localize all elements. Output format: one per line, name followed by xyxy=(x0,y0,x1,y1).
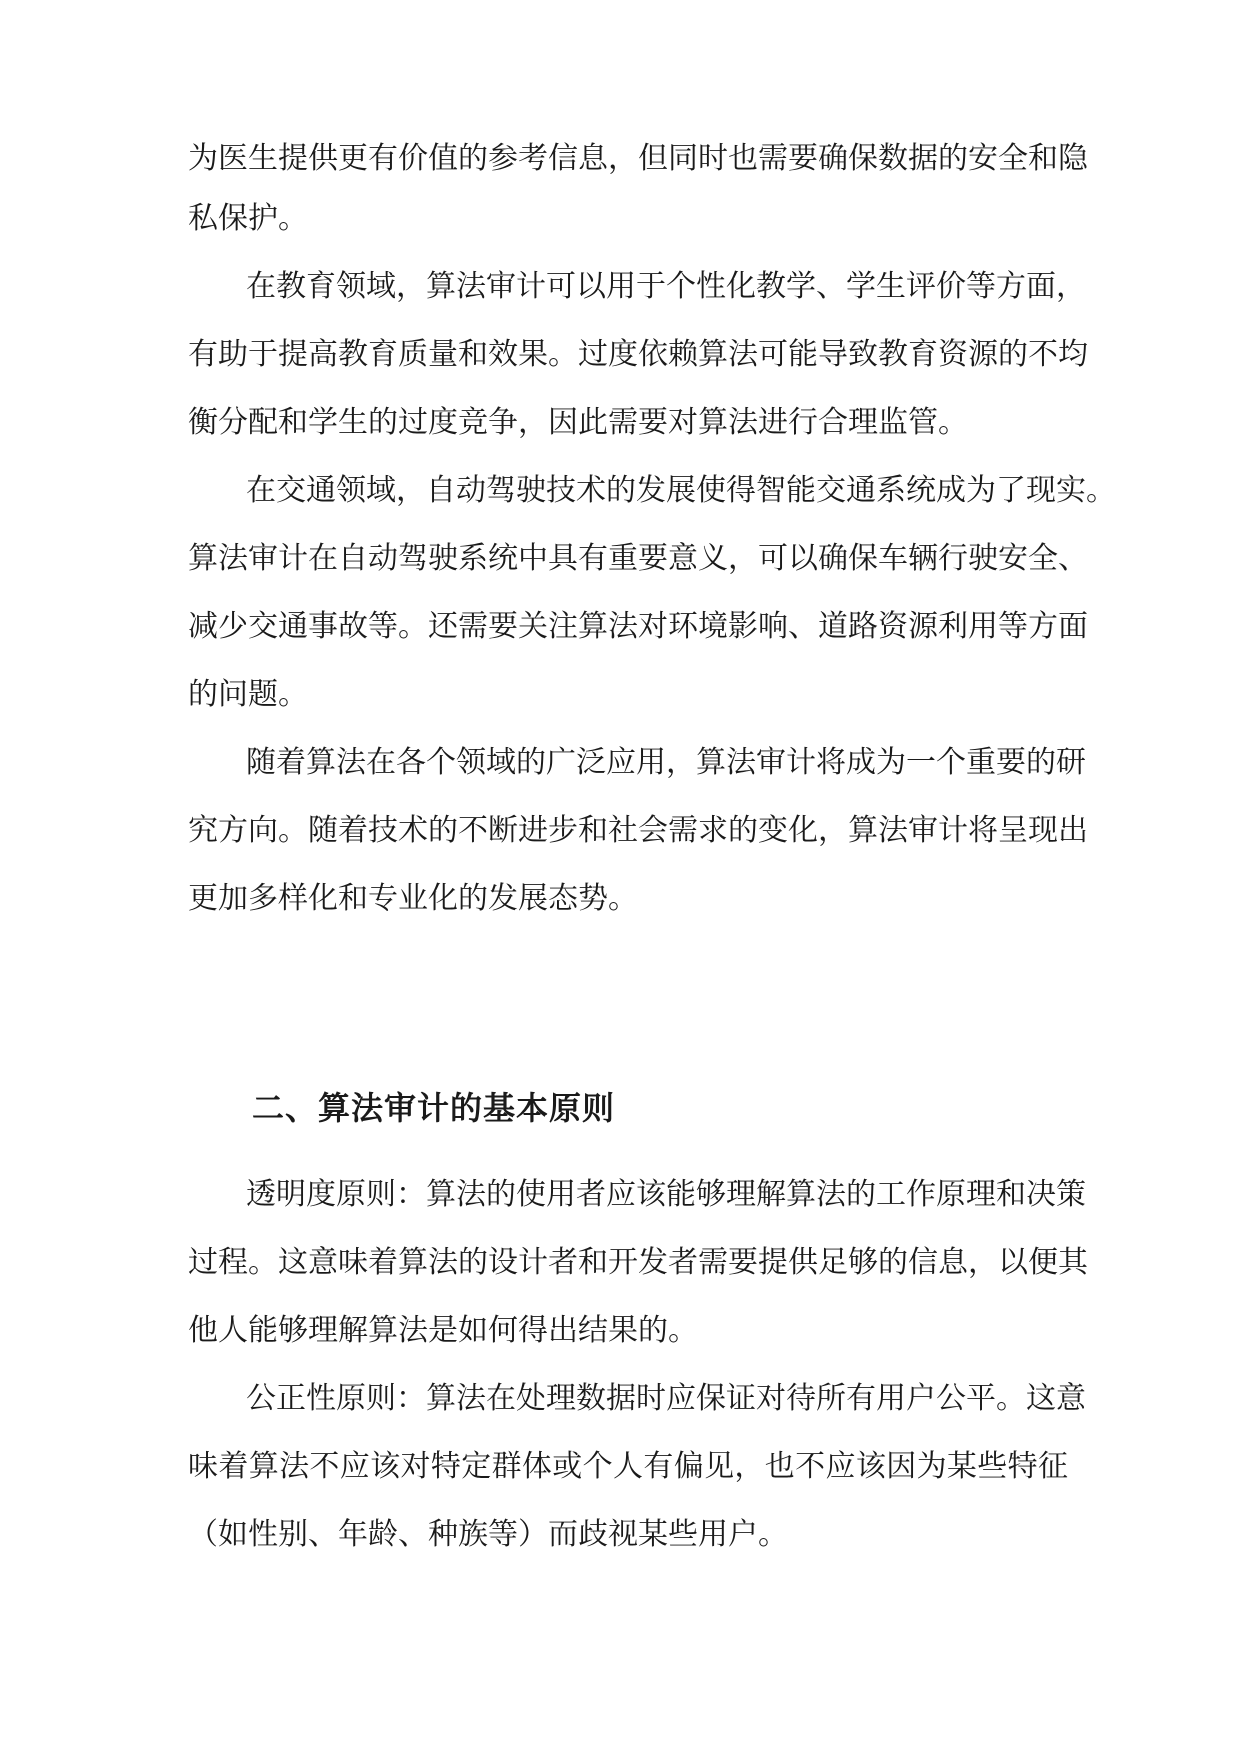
paragraph-line: 衡分配和学生的过度竞争，因此需要对算法进行合理监管。 xyxy=(188,405,968,440)
paragraph-line: 为医生提供更有价值的参考信息，但同时也需要确保数据的安全和隐 xyxy=(188,141,1088,176)
paragraph-line: 算法审计在自动驾驶系统中具有重要意义，可以确保车辆行驶安全、 xyxy=(188,541,1088,576)
paragraph-line: 味着算法不应该对特定群体或个人有偏见，也不应该因为某些特征 xyxy=(188,1449,1068,1484)
paragraph-line: 他人能够理解算法是如何得出结果的。 xyxy=(188,1313,698,1348)
paragraph-line: 在教育领域，算法审计可以用于个性化教学、学生评价等方面， xyxy=(246,269,1086,304)
paragraph-line: 在交通领域，自动驾驶技术的发展使得智能交通系统成为了现实。 xyxy=(246,473,1116,508)
paragraph-line: 透明度原则：算法的使用者应该能够理解算法的工作原理和决策 xyxy=(246,1177,1086,1212)
paragraph-line: （如性别、年龄、种族等）而歧视某些用户。 xyxy=(188,1517,788,1552)
paragraph-line: 有助于提高教育质量和效果。过度依赖算法可能导致教育资源的不均 xyxy=(188,337,1088,372)
paragraph-line: 的问题。 xyxy=(188,677,308,712)
paragraph-line: 公正性原则：算法在处理数据时应保证对待所有用户公平。这意 xyxy=(246,1381,1086,1416)
paragraph-line: 究方向。随着技术的不断进步和社会需求的变化，算法审计将呈现出 xyxy=(188,813,1088,848)
paragraph-line: 更加多样化和专业化的发展态势。 xyxy=(188,881,638,916)
section-heading: 二、算法审计的基本原则 xyxy=(252,1089,616,1127)
paragraph-line: 随着算法在各个领域的广泛应用，算法审计将成为一个重要的研 xyxy=(246,745,1086,780)
paragraph-line: 私保护。 xyxy=(188,201,308,236)
paragraph-line: 减少交通事故等。还需要关注算法对环境影响、道路资源利用等方面 xyxy=(188,609,1088,644)
paragraph-line: 过程。这意味着算法的设计者和开发者需要提供足够的信息，以便其 xyxy=(188,1245,1088,1280)
